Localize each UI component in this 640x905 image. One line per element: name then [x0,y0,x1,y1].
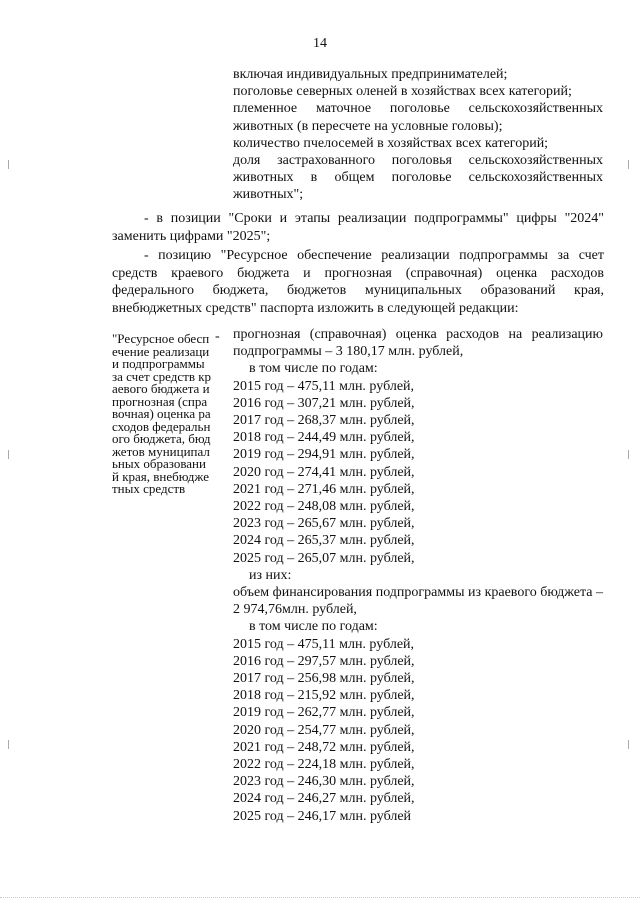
list-item: доля застрахованного поголовья сельскохозяйственных животных в общем поголовье сельскохозяйственных животных"; [233,153,603,203]
year-row: 2023 год – 265,67 млн. рублей, [233,516,415,532]
scan-edge-mark [628,450,629,459]
year-row: 2020 год – 274,41 млн. рублей, [233,464,415,480]
passport-dash: - [215,329,220,344]
by-years-label-2: в том числе по годам: [249,619,378,635]
total-by-years-list [233,378,603,567]
list-item: племенное маточное поголовье сельскохозяйственных животных (в пересчете на условные головы); [233,101,603,134]
of-them-label: из них: [249,567,292,583]
year-row: 2017 год – 268,37 млн. рублей, [233,413,415,429]
paragraph-resources: - позицию "Ресурсное обеспечение реализации подпрограммы за счет средств краевого бюджета и прогнозная (справочная) оценка расходов федерального бюджета, бюджетов муниципальных образований края, внебюджетных средств" паспорта изложить в следующей редакции: [112,248,604,316]
total-estimate-intro: прогнозная (справочная) оценка расходов на реализацию подпрограммы – 3 180,17 млн. рублей, [233,327,603,360]
paragraph-terms: - в позиции "Сроки и этапы реализации подпрограммы" цифры "2024" заменить цифрами "2025"; [112,211,604,244]
year-row: 2019 год – 294,91 млн. рублей, [233,447,415,463]
year-row: 2016 год – 297,57 млн. рублей, [233,653,415,669]
year-row: 2016 год – 307,21 млн. рублей, [233,395,415,411]
year-row: 2024 год – 246,27 млн. рублей, [233,791,415,807]
by-years-label: в том числе по годам: [249,361,378,377]
year-row: 2021 год – 271,46 млн. рублей, [233,481,415,497]
year-row: 2024 год – 265,37 млн. рублей, [233,533,415,549]
regional-budget-intro: объем финансирования подпрограммы из краевого бюджета – 2 974,76млн. рублей, [233,585,603,618]
scan-edge-mark [628,160,629,169]
year-row: 2020 год – 254,77 млн. рублей, [233,722,415,738]
year-row: 2023 год – 246,30 млн. рублей, [233,774,415,790]
list-item: поголовье северных оленей в хозяйствах всех категорий; [233,84,572,100]
scan-edge-mark [8,160,9,169]
page-number: 14 [313,36,327,51]
scan-edge-mark [628,740,629,749]
scan-edge-mark [8,450,9,459]
year-row: 2022 год – 248,08 млн. рублей, [233,499,415,515]
passport-position-value [233,326,603,825]
list-item: количество пчелосемей в хозяйствах всех категорий; [233,135,549,151]
regional-by-years-list [233,636,603,825]
year-row: 2018 год – 215,92 млн. рублей, [233,688,415,704]
year-row: 2025 год – 246,17 млн. рублей [233,808,412,824]
year-row: 2021 год – 248,72 млн. рублей, [233,739,415,755]
amendment-paragraphs [112,210,604,320]
year-row: 2019 год – 262,77 млн. рублей, [233,705,415,721]
passport-position-label: "Ресурсное обеспечение реализации подпрограммы за счет средств краевого бюджета и прогнозная (справочная) оценка расходов федерального бюджета, бюджетов муниципальных образований края, внебюджетных средств [112,331,212,496]
year-row: 2015 год – 475,11 млн. рублей, [233,636,415,652]
year-row: 2022 год – 224,18 млн. рублей, [233,757,415,773]
year-row: 2018 год – 244,49 млн. рублей, [233,430,415,446]
year-row: 2025 год – 265,07 млн. рублей, [233,550,415,566]
scan-edge-mark [8,740,9,749]
scan-bottom-edge [0,897,640,898]
year-row: 2017 год – 256,98 млн. рублей, [233,671,415,687]
list-item: включая индивидуальных предпринимателей; [233,67,508,82]
criteria-list [233,66,603,204]
year-row: 2015 год – 475,11 млн. рублей, [233,378,415,394]
